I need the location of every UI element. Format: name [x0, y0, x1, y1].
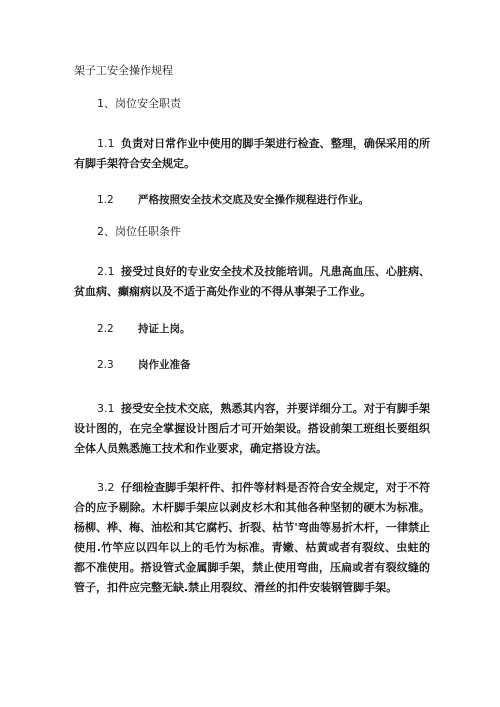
clause-1-1	[74, 134, 430, 174]
clause-text: 严格按照安全技术交底及安全操作规程进行作业。	[138, 194, 369, 206]
section-heading-2: 2、岗位任职条件	[97, 225, 181, 238]
clause-2-2	[74, 319, 430, 339]
clause-1-2	[74, 190, 430, 210]
clause-number: 2.1	[97, 265, 115, 278]
clause-text: 负责对日常作业中使用的脚手架进行检查、整理，确保采用的所有脚手架符合安全规定。	[74, 137, 430, 170]
clause-3-2	[74, 478, 430, 598]
clause-text: 持证上岗。	[138, 323, 191, 335]
clause-number: 3.1	[97, 402, 115, 415]
clause-2-1	[74, 262, 430, 302]
clause-2-3	[74, 355, 430, 375]
clause-text: 接受过良好的专业安全技术及技能培训。凡患高血压、心脏病、贫血病、癫痫病以及不适于高处作业的不得从事架子工作业。	[74, 265, 430, 298]
clause-3-1	[74, 399, 430, 459]
clause-text: 接受安全技术交底，熟悉其内容，并要详细分工。对于有脚手架设计图的，在完全掌握设计图后才可开始架设。搭设前架工班组长要组织全体人员熟悉施工技术和作业要求，确定搭设方法。	[74, 402, 430, 455]
clause-number: 1.1	[97, 137, 115, 150]
clause-number: 1.2	[97, 194, 114, 206]
clause-number: 2.3	[97, 359, 114, 371]
clause-text: 仔细检查脚手架杆件、扣件等材料是否符合安全规定，对于不符合的应予剔除。木杆脚手架应以剥皮杉木和其他各种坚韧的硬木为标准。杨柳、桦、梅、油松和其它腐朽、折裂、枯节'弯曲等易折木杆，一律禁止使用.竹竿应以四年以上的毛竹为标准。青嫩、枯黄或者有裂纹、虫蛀的都不准使用。搭设管式金属脚手架，禁止使用弯曲，压扁或者有裂纹缝的管子，扣件应完整无缺.禁止用裂纹、滑丝的扣件安装钢管脚手架。	[74, 481, 430, 594]
clause-number: 3.2	[97, 481, 115, 494]
clause-text: 岗作业准备	[138, 359, 191, 371]
section-heading-1: 1、岗位安全职责	[97, 97, 181, 110]
clause-number: 2.2	[97, 323, 114, 335]
document-title: 架子工安全操作规程	[74, 64, 173, 77]
